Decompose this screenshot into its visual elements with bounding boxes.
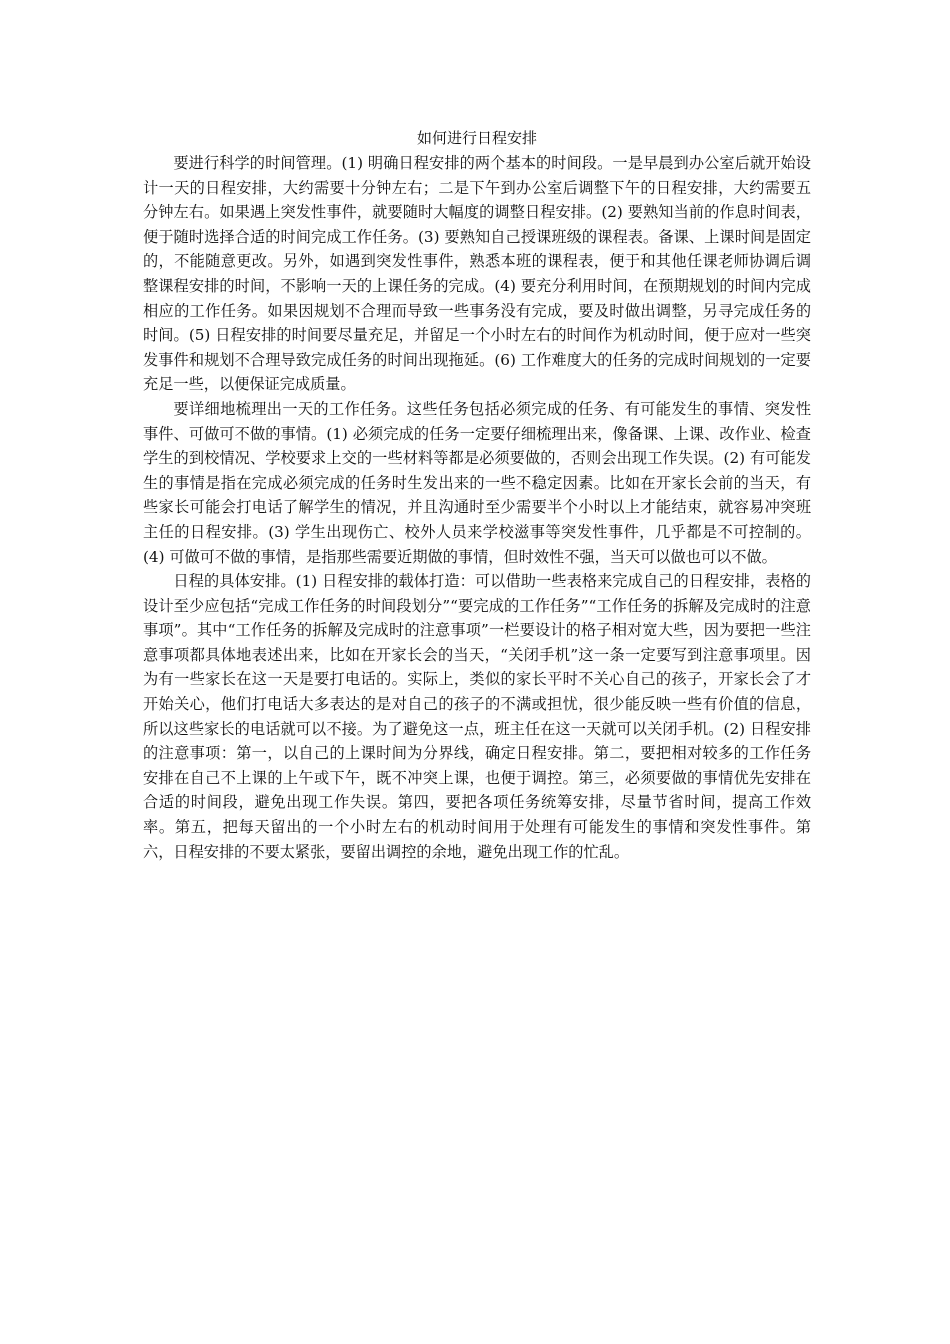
paragraph-specific-arrangement: 日程的具体安排。(1) 日程安排的载体打造：可以借助一些表格来完成自己的日程安排，表格的设计至少应包括“完成工作任务的时间段划分”“要完成的工作任务”“工作任务的拆解及完成时的注意事项”。其中“工作任务的拆解及完成时的注意事项”一栏要设计的格子相对宽大些，因为要把一些注意事项都具体地表述出来，比如在开家长会的当天，“关闭手机”这一条一定要写到注意事项里。因为有一些家长在这一天是要打电话的。实际上，类似的家长平时不关心自己的孩子，开家长会了才开始关心，他们打电话大多表达的是对自己的孩子的不满或担忧，很少能反映一些有价值的信息，所以这些家长的电话就可以不接。为了避免这一点，班主任在这一天就可以关闭手机。(2) 日程安排的注意事项：第一，以自己的上课时间为分界线，确定日程安排。第二，要把相对较多的工作任务安排在自己不上课的上午或下午，既不冲突上课，也便于调控。第三，必须要做的事情优先安排在合适的时间段，避免出现工作失误。第四，要把各项任务统筹安排，尽量节省时间，提高工作效率。第五，把每天留出的一个小时左右的机动时间用于处理有可能发生的事情和突发性事件。第六，日程安排的不要太紧张，要留出调控的余地，避免出现工作的忙乱。 [143,572,811,861]
paragraph-task-sorting: 要详细地梳理出一天的工作任务。这些任务包括必须完成的任务、有可能发生的事情、突发性事件、可做可不做的事情。(1) 必须完成的任务一定要仔细梳理出来，像备课、上课、改作业、检查学生的到校情况、学校要求上交的一些材料等都是必须要做的，否则会出现工作失误。(2) 有可能发生的事情是指在完成必须完成的任务时生发出来的一些不稳定因素。比如在开家长会前的当天，有些家长可能会打电话了解学生的情况，并且沟通时至少需要半个小时以上才能结束，就容易冲突班主任的日程安排。(3) 学生出现伤亡、校外人员来学校滋事等突发性事件，几乎都是不可控制的。(4) 可做可不做的事情，是指那些需要近期做的事情，但时效性不强，当天可以做也可以不做。 [143,399,811,566]
paragraph-time-management: 要进行科学的时间管理。(1) 明确日程安排的两个基本的时间段。一是早晨到办公室后就开始设计一天的日程安排，大约需要十分钟左右；二是下午到办公室后调整下午的日程安排，大约需要五分钟左右。如果遇上突发性事件，就要随时大幅度的调整日程安排。(2) 要熟知当前的作息时间表，便于随时选择合适的时间完成工作任务。(3) 要熟知自己授课班级的课程表。备课、上课时间是固定的，不能随意更改。另外，如遇到突发性事件，熟悉本班的课程表，便于和其他任课老师协调后调整课程安排的时间，不影响一天的上课任务的完成。(4) 要充分利用时间，在预期规划的时间内完成相应的工作任务。如果因规划不合理而导致一些事务没有完成，要及时做出调整，另寻完成任务的时间。(5) 日程安排的时间要尽量充足，并留足一个小时左右的时间作为机动时间，便于应对一些突发事件和规划不合理导致完成任务的时间出现拖延。(6) 工作难度大的任务的完成时间规划的一定要充足一些，以便保证完成质量。 [143,154,811,394]
document-page [143,125,811,864]
document-title: 如何进行日程安排 [416,129,537,147]
